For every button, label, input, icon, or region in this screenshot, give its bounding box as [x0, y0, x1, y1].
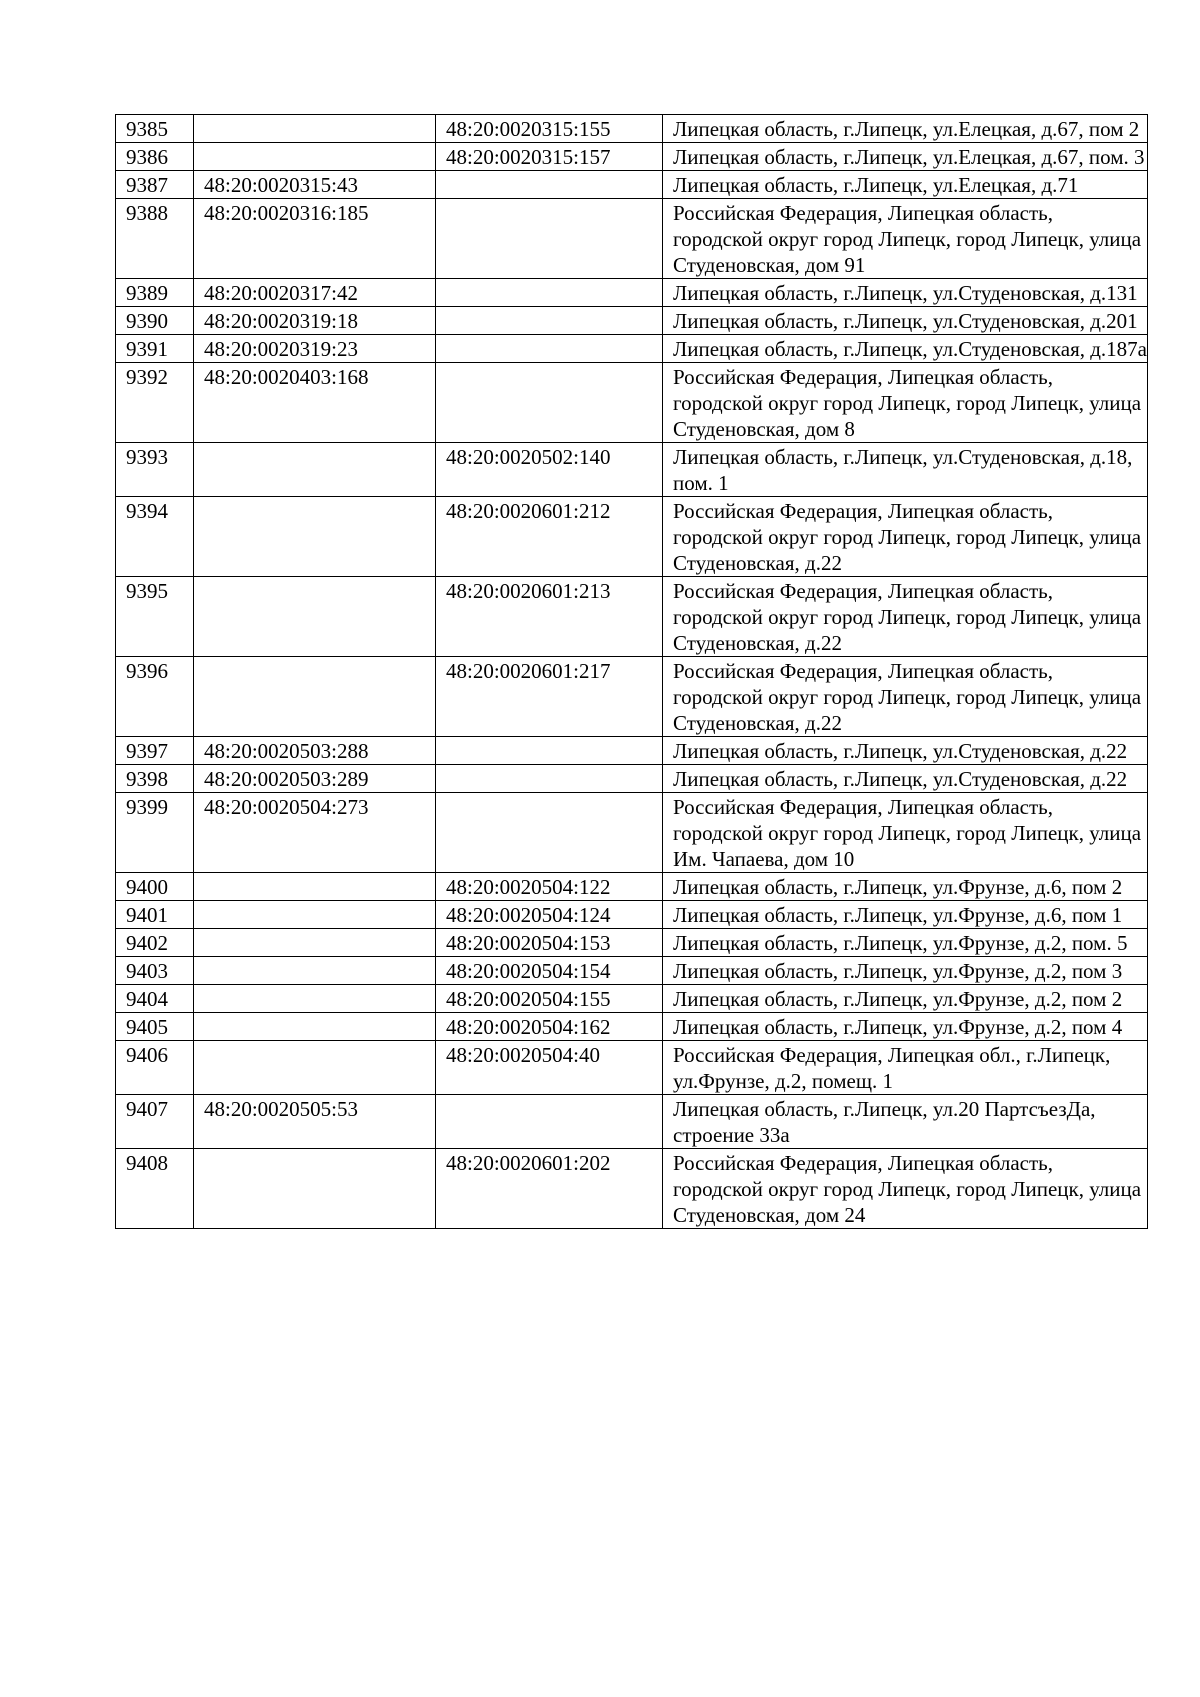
table-row [116, 1095, 1148, 1149]
building-cadastral-number-cell [436, 765, 663, 793]
row-number-cell: 9395 [116, 577, 194, 657]
table-row [116, 793, 1148, 873]
land-cadastral-number-cell [194, 443, 436, 497]
row-number-cell: 9408 [116, 1149, 194, 1229]
address-cell: Липецкая область, г.Липецк, ул.Фрунзе, д.2, пом 2 [663, 985, 1148, 1013]
table-row [116, 765, 1148, 793]
table-row [116, 115, 1148, 143]
address-cell: Липецкая область, г.Липецк, ул.Фрунзе, д.2, пом. 5 [663, 929, 1148, 957]
table-row [116, 577, 1148, 657]
row-number-cell: 9386 [116, 143, 194, 171]
row-number-cell: 9393 [116, 443, 194, 497]
table-row [116, 657, 1148, 737]
land-cadastral-number-cell [194, 873, 436, 901]
row-number-cell: 9396 [116, 657, 194, 737]
table-row [116, 901, 1148, 929]
row-number-cell: 9389 [116, 279, 194, 307]
address-cell: Липецкая область, г.Липецк, ул.Студеновская, д.187а [663, 335, 1148, 363]
table-row [116, 1013, 1148, 1041]
land-cadastral-number-cell [194, 1149, 436, 1229]
land-cadastral-number-cell: 48:20:0020319:18 [194, 307, 436, 335]
building-cadastral-number-cell: 48:20:0020504:154 [436, 957, 663, 985]
building-cadastral-number-cell: 48:20:0020601:217 [436, 657, 663, 737]
land-cadastral-number-cell: 48:20:0020315:43 [194, 171, 436, 199]
building-cadastral-number-cell: 48:20:0020601:202 [436, 1149, 663, 1229]
address-cell: Липецкая область, г.Липецк, ул.Фрунзе, д.6, пом 2 [663, 873, 1148, 901]
building-cadastral-number-cell: 48:20:0020504:162 [436, 1013, 663, 1041]
table-row [116, 363, 1148, 443]
building-cadastral-number-cell [436, 737, 663, 765]
row-number-cell: 9404 [116, 985, 194, 1013]
land-cadastral-number-cell: 48:20:0020316:185 [194, 199, 436, 279]
land-cadastral-number-cell [194, 929, 436, 957]
address-cell: Российская Федерация, Липецкая область, городской округ город Липецк, город Липецк, улица Студеновская, дом 24 [663, 1149, 1148, 1229]
table-row [116, 957, 1148, 985]
registry-table-body [116, 115, 1148, 1229]
row-number-cell: 9392 [116, 363, 194, 443]
address-cell: Липецкая область, г.Липецк, ул.Фрунзе, д.2, пом 3 [663, 957, 1148, 985]
table-row [116, 985, 1148, 1013]
table-row [116, 497, 1148, 577]
building-cadastral-number-cell: 48:20:0020502:140 [436, 443, 663, 497]
building-cadastral-number-cell: 48:20:0020504:124 [436, 901, 663, 929]
row-number-cell: 9397 [116, 737, 194, 765]
land-cadastral-number-cell: 48:20:0020503:289 [194, 765, 436, 793]
row-number-cell: 9399 [116, 793, 194, 873]
land-cadastral-number-cell [194, 901, 436, 929]
row-number-cell: 9403 [116, 957, 194, 985]
table-row [116, 873, 1148, 901]
row-number-cell: 9407 [116, 1095, 194, 1149]
building-cadastral-number-cell: 48:20:0020504:153 [436, 929, 663, 957]
land-cadastral-number-cell [194, 657, 436, 737]
address-cell: Российская Федерация, Липецкая область, городской округ город Липецк, город Липецк, улица Студеновская, дом 91 [663, 199, 1148, 279]
building-cadastral-number-cell [436, 199, 663, 279]
building-cadastral-number-cell: 48:20:0020601:213 [436, 577, 663, 657]
row-number-cell: 9394 [116, 497, 194, 577]
address-cell: Российская Федерация, Липецкая область, городской округ город Липецк, город Липецк, улица Студеновская, д.22 [663, 497, 1148, 577]
address-cell: Российская Федерация, Липецкая область, городской округ город Липецк, город Липецк, улица Студеновская, д.22 [663, 657, 1148, 737]
address-cell: Липецкая область, г.Липецк, ул.Елецкая, д.67, пом. 3 [663, 143, 1148, 171]
building-cadastral-number-cell: 48:20:0020315:155 [436, 115, 663, 143]
land-cadastral-number-cell [194, 115, 436, 143]
building-cadastral-number-cell [436, 171, 663, 199]
land-cadastral-number-cell: 48:20:0020403:168 [194, 363, 436, 443]
table-row [116, 443, 1148, 497]
row-number-cell: 9387 [116, 171, 194, 199]
building-cadastral-number-cell [436, 279, 663, 307]
table-row [116, 171, 1148, 199]
address-cell: Липецкая область, г.Липецк, ул.Студеновская, д.22 [663, 737, 1148, 765]
table-row [116, 929, 1148, 957]
land-cadastral-number-cell [194, 1041, 436, 1095]
building-cadastral-number-cell: 48:20:0020504:155 [436, 985, 663, 1013]
address-cell: Липецкая область, г.Липецк, ул.Фрунзе, д.2, пом 4 [663, 1013, 1148, 1041]
building-cadastral-number-cell [436, 793, 663, 873]
table-row [116, 279, 1148, 307]
address-cell: Российская Федерация, Липецкая область, городской округ город Липецк, город Липецк, улица Студеновская, д.22 [663, 577, 1148, 657]
row-number-cell: 9400 [116, 873, 194, 901]
land-cadastral-number-cell: 48:20:0020319:23 [194, 335, 436, 363]
row-number-cell: 9391 [116, 335, 194, 363]
table-row [116, 143, 1148, 171]
address-cell: Липецкая область, г.Липецк, ул.Студеновская, д.201 [663, 307, 1148, 335]
row-number-cell: 9385 [116, 115, 194, 143]
building-cadastral-number-cell: 48:20:0020315:157 [436, 143, 663, 171]
address-cell: Липецкая область, г.Липецк, ул.Студеновская, д.131 [663, 279, 1148, 307]
land-cadastral-number-cell [194, 577, 436, 657]
table-row [116, 737, 1148, 765]
land-cadastral-number-cell: 48:20:0020504:273 [194, 793, 436, 873]
table-row [116, 1041, 1148, 1095]
row-number-cell: 9405 [116, 1013, 194, 1041]
table-row [116, 1149, 1148, 1229]
address-cell: Липецкая область, г.Липецк, ул.Студеновская, д.22 [663, 765, 1148, 793]
table-row [116, 335, 1148, 363]
address-cell: Российская Федерация, Липецкая обл., г.Липецк, ул.Фрунзе, д.2, помещ. 1 [663, 1041, 1148, 1095]
building-cadastral-number-cell [436, 307, 663, 335]
address-cell: Липецкая область, г.Липецк, ул.Елецкая, д.71 [663, 171, 1148, 199]
land-cadastral-number-cell [194, 1013, 436, 1041]
building-cadastral-number-cell [436, 335, 663, 363]
land-cadastral-number-cell: 48:20:0020505:53 [194, 1095, 436, 1149]
address-cell: Липецкая область, г.Липецк, ул.Елецкая, д.67, пом 2 [663, 115, 1148, 143]
row-number-cell: 9388 [116, 199, 194, 279]
building-cadastral-number-cell: 48:20:0020504:122 [436, 873, 663, 901]
address-cell: Российская Федерация, Липецкая область, городской округ город Липецк, город Липецк, улица Им. Чапаева, дом 10 [663, 793, 1148, 873]
address-cell: Липецкая область, г.Липецк, ул.Фрунзе, д.6, пом 1 [663, 901, 1148, 929]
row-number-cell: 9390 [116, 307, 194, 335]
land-cadastral-number-cell [194, 985, 436, 1013]
land-cadastral-number-cell [194, 143, 436, 171]
table-row [116, 199, 1148, 279]
building-cadastral-number-cell: 48:20:0020504:40 [436, 1041, 663, 1095]
row-number-cell: 9406 [116, 1041, 194, 1095]
building-cadastral-number-cell: 48:20:0020601:212 [436, 497, 663, 577]
row-number-cell: 9401 [116, 901, 194, 929]
row-number-cell: 9402 [116, 929, 194, 957]
property-registry-table [115, 114, 1148, 1229]
building-cadastral-number-cell [436, 1095, 663, 1149]
land-cadastral-number-cell [194, 957, 436, 985]
address-cell: Липецкая область, г.Липецк, ул.Студеновская, д.18, пом. 1 [663, 443, 1148, 497]
land-cadastral-number-cell: 48:20:0020317:42 [194, 279, 436, 307]
land-cadastral-number-cell [194, 497, 436, 577]
address-cell: Липецкая область, г.Липецк, ул.20 ПартсъезДа, строение 33а [663, 1095, 1148, 1149]
building-cadastral-number-cell [436, 363, 663, 443]
row-number-cell: 9398 [116, 765, 194, 793]
land-cadastral-number-cell: 48:20:0020503:288 [194, 737, 436, 765]
table-row [116, 307, 1148, 335]
address-cell: Российская Федерация, Липецкая область, городской округ город Липецк, город Липецк, улица Студеновская, дом 8 [663, 363, 1148, 443]
